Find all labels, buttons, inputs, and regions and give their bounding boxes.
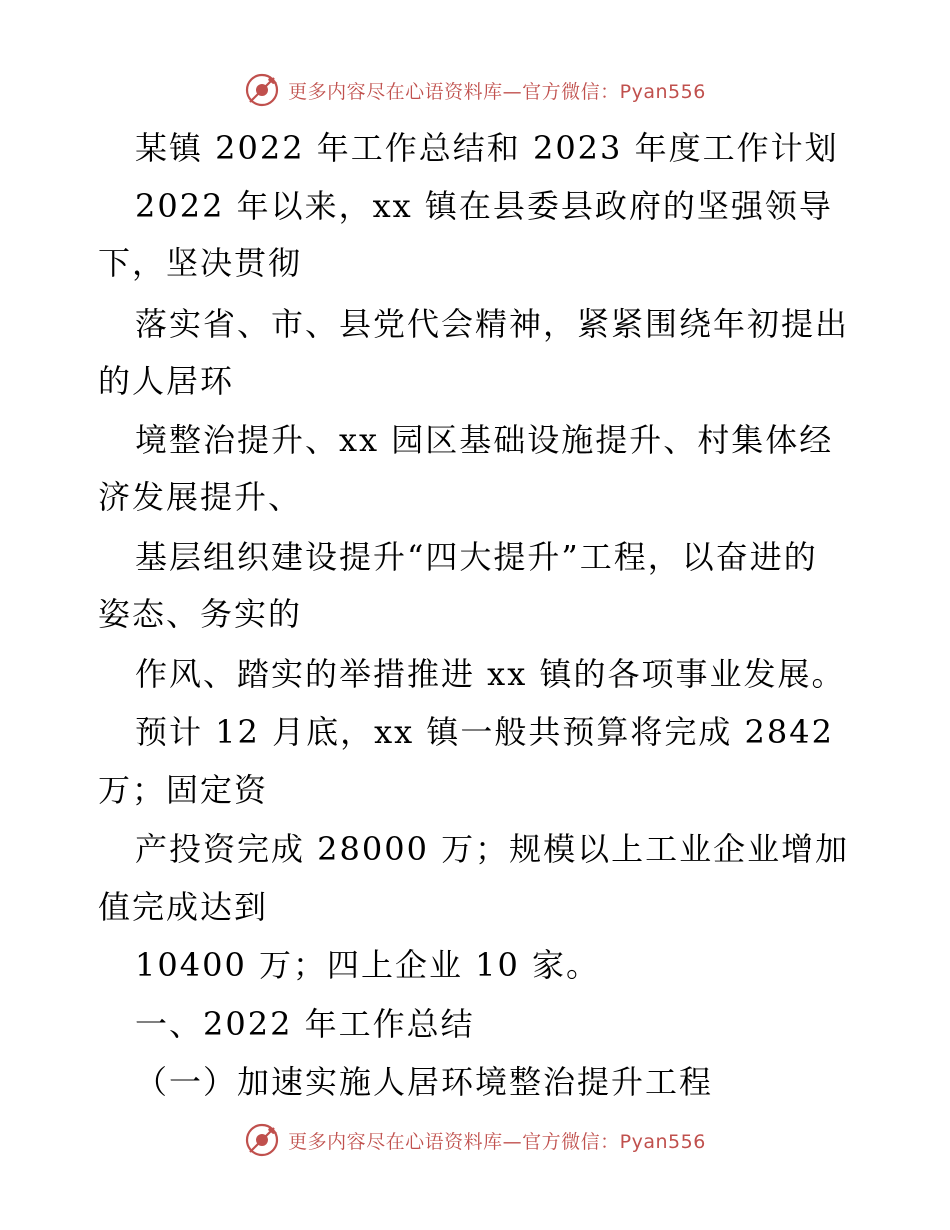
subsection-heading: （一）加速实施人居环境整治提升工程: [135, 1063, 714, 1101]
watermark-text: 更多内容尽在心语资料库—官方微信：Pyan556: [288, 80, 706, 103]
logo-icon: [244, 1122, 280, 1158]
text-line: 10400 万；四上企业 10 家。: [135, 946, 601, 984]
watermark-header: [0, 70, 950, 110]
text-line: 预计 12 月底，xx 镇一般共预算将完成 2842: [135, 713, 834, 751]
text-line: 下，坚决贯彻: [98, 244, 303, 282]
text-line: 作风、踏实的举措推进 xx 镇的各项事业发展。: [135, 655, 846, 693]
text-line: 境整治提升、xx 园区基础设施提升、村集体经: [135, 421, 834, 459]
text-line: 万；固定资: [98, 771, 269, 809]
text-line: 产投资完成 28000 万；规模以上工业企业增加: [135, 830, 850, 868]
section-heading: 一、2022 年工作总结: [135, 1005, 475, 1043]
text-line: 基层组织建设提升“四大提升”工程，以奋进的: [135, 538, 818, 576]
logo-icon: [244, 72, 280, 108]
text-line: 值完成达到: [98, 888, 269, 926]
text-line: 的人居环: [98, 362, 235, 400]
text-line: 2022 年以来，xx 镇在县委县政府的坚强领导: [135, 187, 833, 225]
text-line: 落实省、市、县党代会精神，紧紧围绕年初提出: [135, 305, 850, 343]
document-title: 某镇 2022 年工作总结和 2023 年度工作计划: [135, 129, 839, 167]
text-line: 济发展提升、: [98, 478, 303, 516]
watermark-text: 更多内容尽在心语资料库—官方微信：Pyan556: [288, 1130, 706, 1153]
watermark-footer: [0, 1120, 950, 1160]
text-line: 姿态、务实的: [98, 595, 303, 633]
